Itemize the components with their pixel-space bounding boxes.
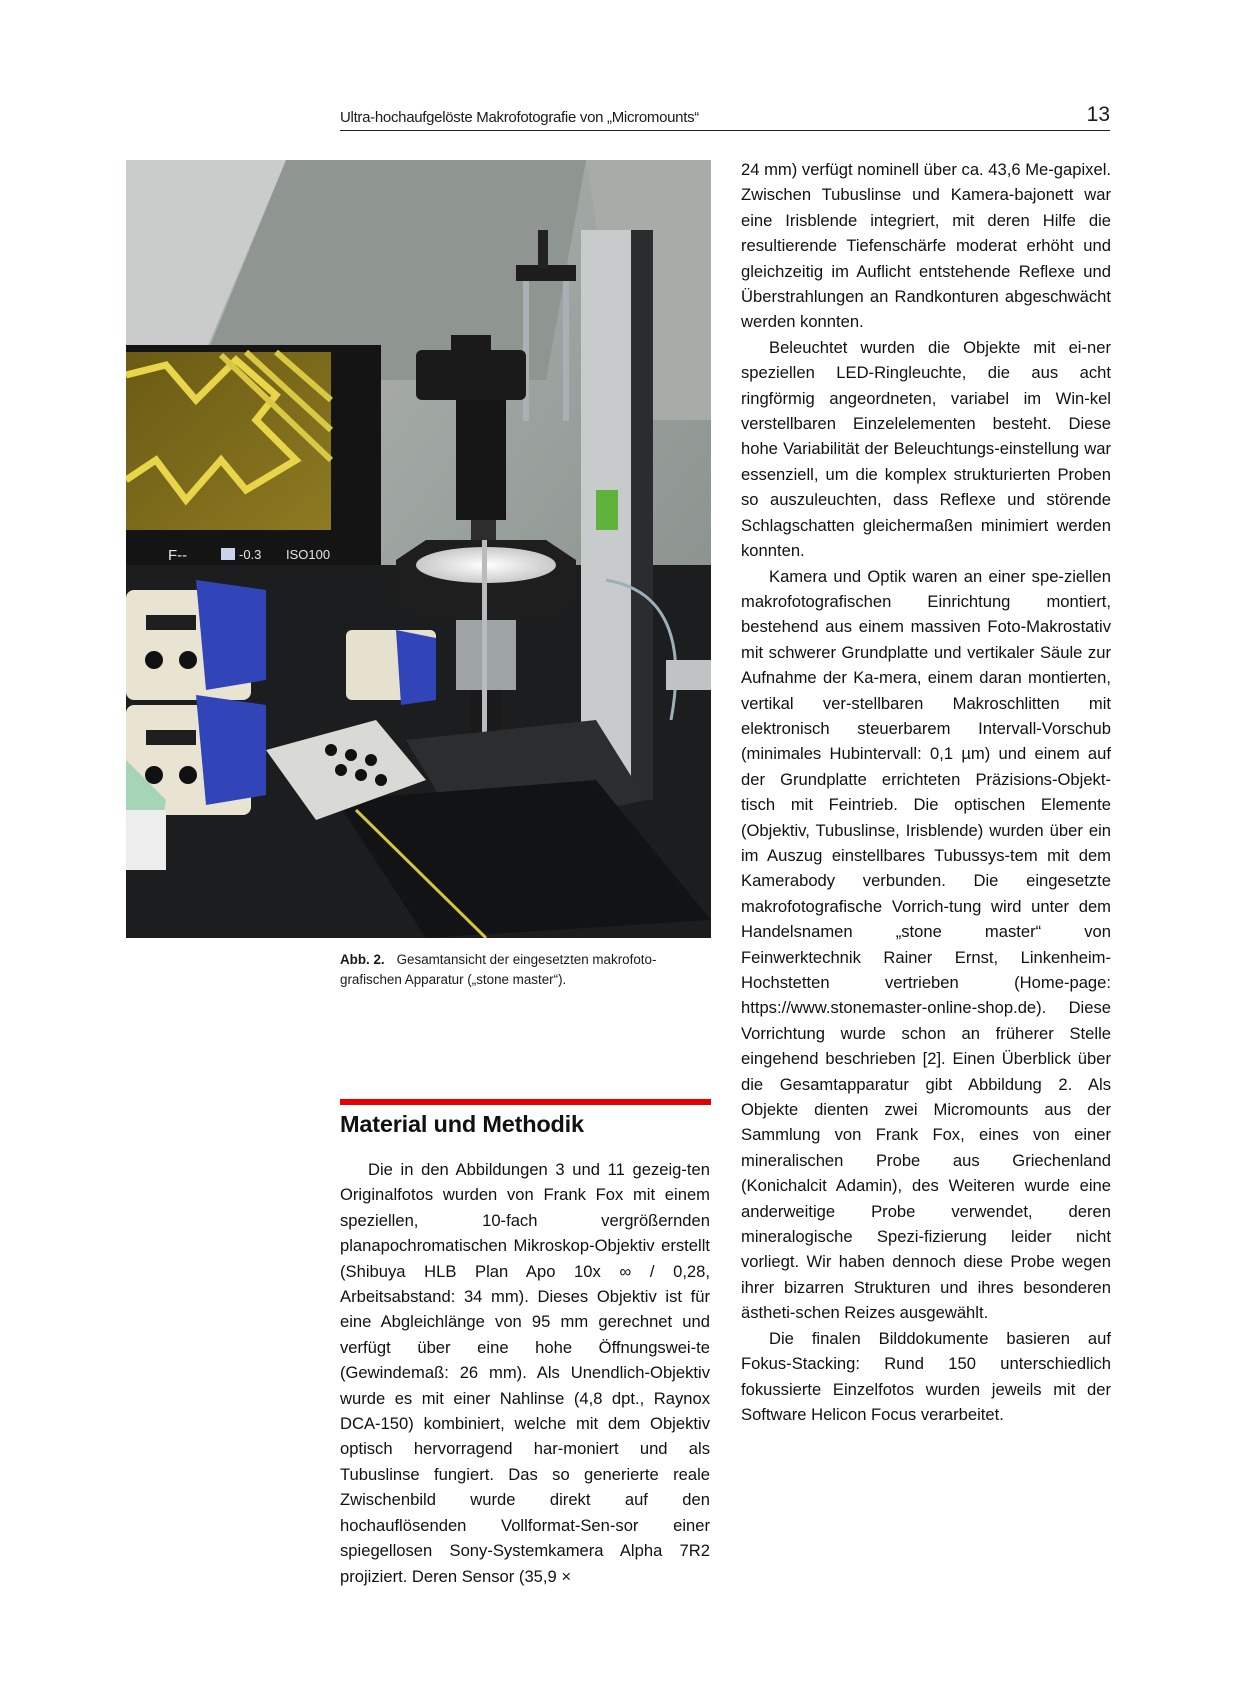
section-divider [340,1099,711,1105]
paragraph: Beleuchtet wurden die Objekte mit ei-ner speziellen LED-Ringleuchte, die aus acht ringförmig angeordneten, variabel im Win-kel verstellbaren Einzelelementen besteht. Diese hohe Variabilität der Beleuchtungs-einstellung war essenziell, um die komplex strukturierten Proben so auszuleuchten, dass Reflexe und störende Schlagschatten gleichermaßen minimiert werden konnten. [741,337,1111,561]
paragraph: Die in den Abbildungen 3 und 11 gezeig-ten Originalfotos wurden von Frank Fox mit einem speziellen, 10-fach vergrößernden planapochromatischen Mikroskop-Objektiv erstellt (Shibuya HLB Plan Apo 10x ∞ / 0,28, Arbeitsabstand: 34 mm). Dieses Objektiv ist für eine Abgleichlänge von 95 mm gerechnet und verfügt über eine hohe Öffnungswei-te (Gewindemaß: 26 mm). Als Unendlich-Objektiv wurde es mit einer Nahlinse (4,8 dpt., Raynox DCA-150) kombiniert, welche mit dem Objektiv optisch hervorragend har-moniert und als Tubuslinse fungiert. Das so generierte reale Zwischenbild wurde direkt auf den hochauflösenden Vollformat-Sen-sor einer spiegellosen Sony-Systemkamera Alpha 7R2 projiziert. Deren Sensor (35,9 × [340,1160,710,1586]
caption-label: Abb. 2. [340,952,385,967]
caption-text: Gesamtansicht der eingesetzten makrofoto-grafischen Apparatur („stone master“). [340,952,657,987]
section-heading: Material und Methodik [340,1111,584,1137]
running-header [340,104,1110,131]
svg-text:F--: F-- [168,547,188,564]
svg-text:ISO100: ISO100 [286,547,331,562]
right-text-column [741,157,1111,1427]
paragraph: 24 mm) verfügt nominell über ca. 43,6 Me-gapixel. Zwischen Tubuslinse und Kamera-bajonett war eine Irisblende integriert, mit deren Hilfe die resultierende Tiefenschärfe moderat erhöht und gleichzeitig im Auflicht entstehende Reflexe und Überstrahlungen an Randkonturen abgeschwächt werden konnten. [741,160,1111,332]
apparatus-photo-illustration [126,160,711,938]
paragraph: Die finalen Bilddokumente basieren auf Fokus-Stacking: Rund 150 unterschiedlich fokussierte Einzelfotos wurden jeweils mit der Software Helicon Focus verarbeitet. [741,1328,1111,1424]
figure-caption [340,950,710,990]
figure-photo [126,160,711,938]
left-text-column [340,1157,710,1589]
page-number: 13 [1086,103,1110,126]
running-title: Ultra-hochaufgelöste Makrofotografie von „Micromounts“ [340,109,699,126]
paragraph: Kamera und Optik waren an einer spe-ziellen makrofotografischen Einrichtung montiert, bestehend aus einem massiven Foto-Makrostativ mit schwerer Grundplatte und vertikaler Säule zur Aufnahme der Ka-mera, einem daran montierten, vertikal ver-stellbaren Makroschlitten mit elektronisch steuerbarem Intervall-Vorschub (minimales Hubintervall: 0,1 µm) und einem auf der Grundplatte errichteten Präzisions-Objekt-tisch mit Feintrieb. Die optischen Elemente (Objektiv, Tubuslinse, Irisblende) wurden über ein im Auszug einstellbares Tubussys-tem mit dem Kamerabody verbunden. Die eingesetzte makrofotografische Vorrich-tung wird unter dem Handelsnamen „stone master“ von Feinwerktechnik Rainer Ernst, Linkenheim-Hochstetten vertrieben (Home-page: https://www.stonemaster-online-shop.de). Diese Vorrichtung wurde schon an früherer Stelle eingehend beschrieben [2]. Einen Überblick über die Gesamtapparatur gibt Abbildung 2. Als Objekte dienten zwei Micromounts aus der Sammlung von Frank Fox, eines von einer mineralischen Probe aus Griechenland (Konichalcit Adamin), des Weiteren wurde eine anderweitige Probe verwendet, deren mineralogische Spezi-fizierung leider nicht vorliegt. Wir haben dennoch diese Probe wegen ihrer bizarren Strukturen und ihres besonderen ästheti-schen Reizes ausgewählt. [741,566,1111,1323]
svg-text:-0.3: -0.3 [239,547,262,562]
